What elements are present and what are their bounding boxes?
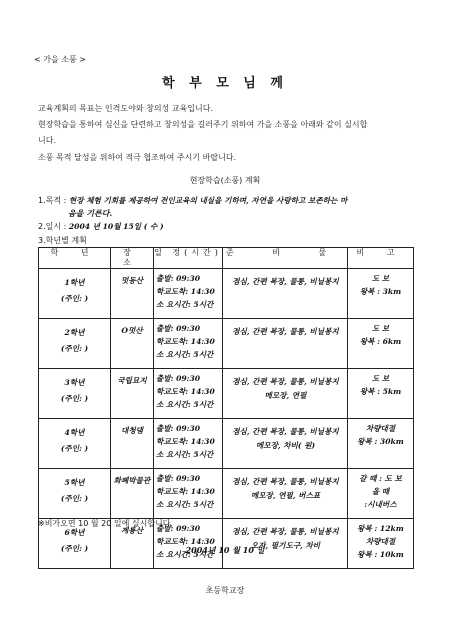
date-label: 2.일시 :	[38, 222, 69, 231]
purpose-text-1: 현장 체험 기회를 제공하여 전인교육의 내실을 기하며, 자연을 사랑하고 보존하는 마	[68, 196, 348, 205]
place: 멋동산	[111, 269, 154, 319]
duration: 소 요시간: 5시간	[156, 400, 214, 409]
date-value: 2004 년 10월 15일 ( 수 )	[68, 222, 164, 231]
note-cell	[348, 469, 414, 519]
intro-line-2: 현장학습을 통하여 심신을 단련하고 창의성을 길러주기 위하여 가을 소풍을 아래와 같이 실시합	[38, 120, 368, 129]
grade-count: (주인: )	[60, 544, 89, 553]
return: 학교도착: 14:30	[156, 487, 215, 496]
supplies-cell	[223, 369, 348, 419]
duration: 소 요시간: 5시간	[156, 350, 214, 359]
school-signature: 초등학교장	[205, 586, 245, 595]
note-cell	[348, 319, 414, 369]
supplies-1: 점심, 간편 복장, 물통, 비닐봉지	[232, 277, 339, 286]
grade: 5학년	[64, 478, 85, 487]
place: 화폐박물관	[111, 469, 154, 519]
supplies-1: 점심, 간편 복장, 물통, 비닐봉지	[232, 477, 339, 486]
note-2: 왕복 : 6km	[359, 337, 402, 346]
grade-count: (주인: )	[60, 494, 89, 503]
note-cell	[348, 369, 414, 419]
header-place: 장 소	[111, 248, 154, 269]
departure: 출발: 09:30	[156, 524, 201, 533]
page-title: 학 부 모 님 께	[162, 76, 288, 91]
note-1: 도 보	[371, 374, 390, 383]
departure: 출발: 09:30	[156, 474, 201, 483]
schedule-cell	[154, 369, 223, 419]
departure: 출발: 09:30	[156, 424, 201, 433]
intro-line-4: 소풍 목적 달성을 위하여 적극 협조하여 주시기 바랍니다.	[38, 153, 237, 162]
plan-title: 현장학습(소풍) 계획	[189, 176, 261, 185]
supplies-2: 메모장, 연필	[264, 391, 307, 400]
intro-line-1: 교육계획의 목표는 인격도야와 창의성 교육입니다.	[38, 104, 214, 113]
grade: 4학년	[64, 428, 85, 437]
supplies-cell	[223, 419, 348, 469]
schedule-cell	[154, 269, 223, 319]
place: 대청댐	[111, 419, 154, 469]
grade-cell	[39, 319, 111, 369]
intro-line-3: 니다.	[38, 136, 56, 145]
duration: 소 요시간: 5시간	[156, 300, 214, 309]
note-2: 차량대절	[365, 537, 396, 546]
supplies-2: 메모장, 차비( 원)	[255, 441, 316, 450]
note-3: 왕복 : 10km	[357, 550, 404, 559]
duration: 소 요시간: 5시간	[156, 500, 214, 509]
grade-count: (주인: )	[60, 394, 89, 403]
note-1: 갈 때 : 도 보	[359, 474, 402, 483]
note-1: 차량대절	[365, 424, 396, 433]
departure: 출발: 09:30	[156, 374, 201, 383]
supplies-cell	[223, 519, 348, 569]
grade-count: (주인: )	[60, 294, 89, 303]
supplies-1: 점심, 간편 복장, 물통, 비닐봉지	[232, 327, 339, 336]
purpose-text-2: 음을 기른다.	[68, 208, 113, 218]
table-header-row	[39, 248, 414, 269]
supplies-cell	[223, 319, 348, 369]
place: 계룡산	[111, 519, 154, 569]
table-row	[39, 319, 414, 369]
grade: 2학년	[64, 328, 85, 337]
header-schedule: 일 정(시간)	[154, 248, 223, 269]
supplies-cell	[223, 469, 348, 519]
return: 학교도착: 14:30	[156, 337, 215, 346]
grade-cell	[39, 269, 111, 319]
note-1: 왕복 : 12km	[357, 524, 404, 533]
note-3: :시내버스	[364, 500, 397, 509]
supplies-2: 메모장, 연필, 버스표	[250, 491, 321, 500]
supplies-2: 오자, 필기도구, 차비	[250, 541, 321, 550]
duration: 소 요시간: 5시간	[156, 450, 214, 459]
supplies-cell	[223, 269, 348, 319]
table-row	[39, 469, 414, 519]
departure: 출발: 09:30	[156, 274, 201, 283]
duration: 소 요시간: 5시간	[156, 550, 214, 559]
place: 국립묘지	[111, 369, 154, 419]
return: 학교도착: 14:30	[156, 537, 215, 546]
date-line	[38, 221, 164, 232]
place: O멋산	[111, 319, 154, 369]
note-2: 왕복 : 30km	[357, 437, 404, 446]
note-cell	[348, 519, 414, 569]
schedule-cell	[154, 419, 223, 469]
table-row	[39, 419, 414, 469]
grade-count: (주인: )	[60, 444, 89, 453]
grade-cell	[39, 369, 111, 419]
header-grade: 학 년	[39, 248, 111, 269]
note-1: 도 보	[371, 324, 390, 333]
issue-date: 2004년 10 월 10 일	[185, 545, 265, 555]
supplies-1: 점심, 간편 복장, 물통, 비닐봉지	[232, 527, 339, 536]
purpose-line	[38, 195, 347, 206]
note-cell	[348, 419, 414, 469]
table-title: 3.학년별 계획	[38, 236, 87, 245]
schedule-cell	[154, 469, 223, 519]
grade: 6학년	[64, 528, 85, 537]
supplies-1: 점심, 간편 복장, 물통, 비닐봉지	[232, 427, 339, 436]
grade: 3학년	[64, 378, 85, 387]
schedule-cell	[154, 319, 223, 369]
departure: 출발: 09:30	[156, 324, 201, 333]
note-cell	[348, 269, 414, 319]
purpose-label: 1.목적 :	[38, 196, 69, 205]
header-supplies: 준 비 물	[223, 248, 348, 269]
rain-note: ※비가오면 10 월 20 일에 실시합니다.	[38, 519, 174, 528]
grade-cell	[39, 419, 111, 469]
return: 학교도착: 14:30	[156, 437, 215, 446]
table-row	[39, 269, 414, 319]
return: 학교도착: 14:30	[156, 387, 215, 396]
table-row	[39, 369, 414, 419]
return: 학교도착: 14:30	[156, 287, 215, 296]
note-1: 도 보	[371, 274, 390, 283]
grade-cell	[39, 469, 111, 519]
note-2: 올 때	[371, 487, 390, 496]
note-2: 왕복 : 5km	[359, 387, 402, 396]
note-2: 왕복 : 3km	[359, 287, 402, 296]
supplies-1: 점심, 간편 복장, 물통, 비닐봉지	[232, 377, 339, 386]
grade-count: (주인: )	[60, 344, 89, 353]
season-tag: < 가을 소풍 >	[34, 55, 86, 64]
header-note: 비 고	[348, 248, 414, 269]
grade: 1학년	[64, 278, 85, 287]
